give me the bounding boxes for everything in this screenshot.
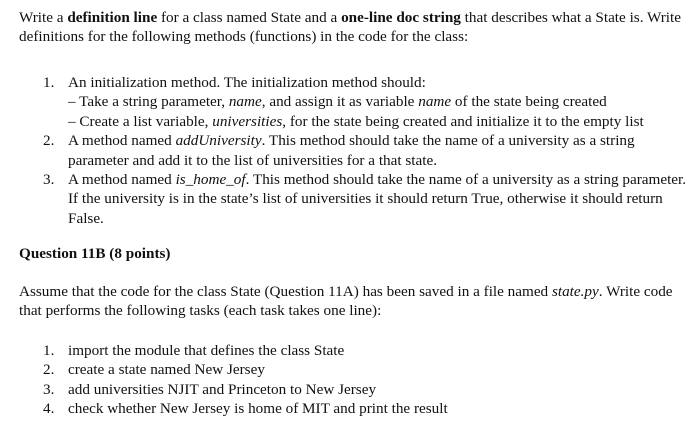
doc-string-emphasis: one-line doc string	[341, 9, 461, 26]
intro-text: for a class named State and a	[157, 9, 342, 26]
list-item-text: add universities NJIT and Princeton to New Jersey	[68, 380, 377, 398]
list-item	[43, 170, 698, 228]
definition-line-emphasis: definition line	[67, 9, 158, 26]
list-item	[43, 341, 683, 360]
list-item-text: A method named	[68, 171, 176, 189]
question-text: . Write code that performs the following tasks (each task takes one line):	[19, 283, 673, 320]
list-item-text: create a state named New Jersey	[68, 361, 265, 379]
question-text: Assume that the code for the class State (Question 11A) has been saved in a file named	[19, 283, 552, 300]
intro-text: that describes what a State is. Write definitions for the following methods (functions) in the code for the class:	[19, 9, 681, 46]
file-name: state.py	[551, 283, 599, 300]
intro-text: Write a	[19, 9, 68, 26]
list-item	[43, 399, 683, 418]
intro-paragraph	[19, 8, 695, 47]
variable-name: universities	[212, 112, 283, 130]
list-item-text: . This method should take the name of a university as a string parameter and add it to the list of universities for a that state.	[68, 132, 635, 169]
list-item	[43, 131, 698, 170]
sub-item-text: – Create a list variable,	[68, 112, 213, 130]
list-number: 2.	[43, 361, 55, 379]
list-item-text: check whether New Jersey is home of MIT and print the result	[68, 400, 448, 418]
list-item-text: A method named	[68, 132, 176, 150]
method-name: is_home_of	[175, 171, 246, 189]
sub-item-text: , and assign it as variable	[261, 93, 419, 111]
list-item-text: An initialization method. The initialization method should:	[68, 74, 426, 91]
sub-item-text: of the state being created	[451, 93, 607, 111]
list-number: 3.	[43, 171, 55, 189]
sub-item-text: – Take a string parameter,	[68, 93, 229, 111]
list-number: 2.	[43, 132, 55, 150]
list-item	[43, 73, 698, 131]
list-number: 1.	[43, 342, 55, 359]
list-item-text: import the module that defines the class State	[68, 342, 345, 359]
list-item	[43, 380, 683, 399]
method-name: addUniversity	[175, 132, 262, 150]
sub-item	[68, 92, 698, 111]
question-paragraph	[19, 282, 695, 321]
tasks-list	[43, 341, 683, 419]
variable-name: name	[418, 93, 452, 111]
sub-item	[68, 112, 698, 131]
methods-list	[43, 73, 698, 228]
question-heading: Question 11B (8 points)	[19, 245, 171, 262]
list-number: 4.	[43, 400, 55, 418]
list-number: 1.	[43, 74, 55, 91]
variable-name: name	[228, 93, 262, 111]
list-number: 3.	[43, 380, 55, 398]
list-item-text: . This method should take the name of a university as a string parameter. If the university is in the state’s list of universities it should return True, otherwise it should return False.	[68, 171, 687, 227]
sub-item-text: , for the state being created and initialize it to the empty list	[282, 112, 644, 130]
list-item	[43, 360, 683, 379]
